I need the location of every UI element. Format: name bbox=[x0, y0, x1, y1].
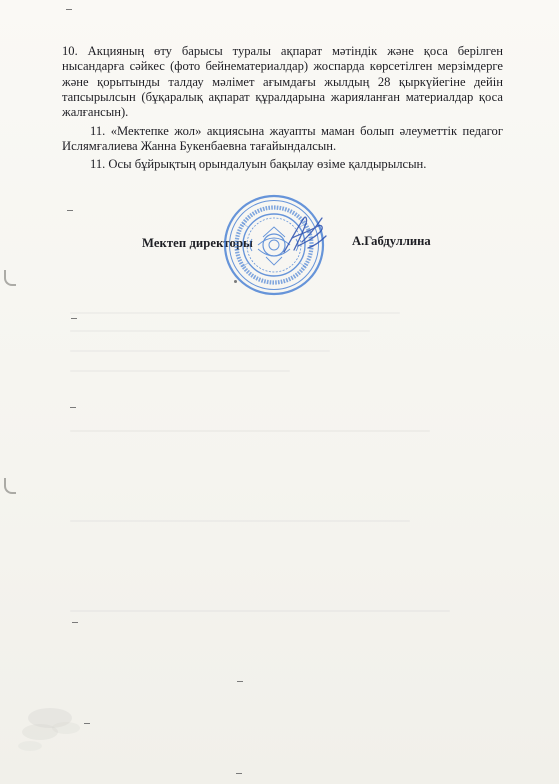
scan-mark bbox=[237, 681, 243, 682]
scan-dot bbox=[234, 280, 237, 283]
show-through-line bbox=[70, 312, 400, 314]
scan-mark bbox=[70, 407, 76, 408]
punch-hole-mark bbox=[4, 270, 16, 286]
show-through-line bbox=[70, 610, 450, 612]
paragraph-item-10: 10. Акцияның өту барысы туралы ақпарат мәтіндік және қоса берілген нысандарға сәйкес (фото бейнематериалдар) жоспарда көрсетілген мерзімдерге және қорытынды талдау мәлімет ағымдағы жылдың 28 қыркүйегіне дейін тапсырылсын (бұқаралық ақпарат құралдарына жарияланған материалдар қоса жалғансын). bbox=[62, 44, 503, 120]
punch-hole-mark bbox=[4, 478, 16, 494]
scan-smudge bbox=[10, 688, 94, 758]
show-through-line bbox=[70, 370, 290, 372]
signatory-title: Мектеп директоры bbox=[142, 236, 253, 250]
paragraph-item-11-control: 11. Осы бұйрықтың орындалуын бақылау өзіме қалдырылсын. bbox=[90, 157, 427, 171]
scan-mark bbox=[72, 622, 78, 623]
show-through-line bbox=[70, 430, 430, 432]
show-through-line bbox=[70, 350, 330, 352]
scan-mark bbox=[67, 210, 73, 211]
scan-mark bbox=[236, 773, 242, 774]
scan-mark bbox=[71, 318, 77, 319]
show-through-line bbox=[70, 520, 410, 522]
signatory-name: А.Габдуллина bbox=[352, 234, 431, 248]
paragraph-item-11-responsible: 11. «Мектепке жол» акциясына жауапты маман болып әлеуметтік педагог Ислямғалиева Жанна Букенбаевна тағайындалсын. bbox=[62, 124, 503, 154]
show-through-line bbox=[70, 330, 370, 332]
handwritten-signature bbox=[278, 212, 330, 258]
scan-mark bbox=[66, 9, 72, 10]
